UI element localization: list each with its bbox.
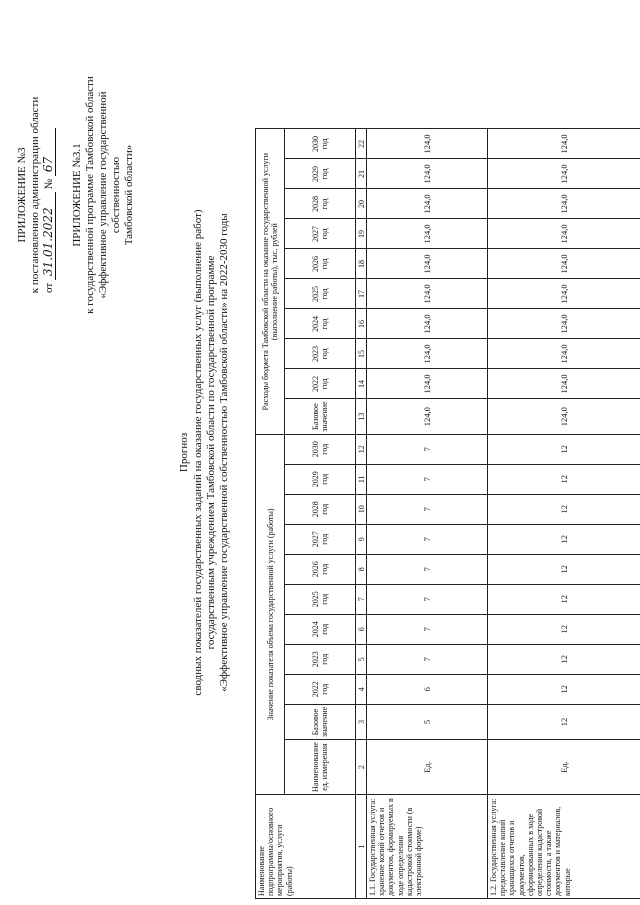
- header-budget-year: 2026 год: [285, 249, 356, 279]
- header-year: 2027 год: [285, 524, 356, 554]
- header-budget-group: Расходы бюджета Тамбовской области на оказание государственной услуги (выполнение работы), тыс. рублей: [256, 129, 285, 434]
- row-volume-value: 7: [367, 614, 488, 644]
- forecast-table: [255, 128, 640, 899]
- row-budget-value: 124,0: [367, 219, 488, 249]
- header-budget-year: 2029 год: [285, 159, 356, 189]
- row-budget-value: 124,0: [488, 369, 640, 399]
- column-number: 16: [356, 309, 367, 339]
- header-year: 2026 год: [285, 554, 356, 584]
- number-label: №: [43, 178, 55, 190]
- row-budget-value: 124,0: [367, 129, 488, 159]
- column-number: 12: [356, 434, 367, 464]
- handwritten-number: 67: [42, 128, 56, 176]
- row-budget-value: 124,0: [367, 369, 488, 399]
- row-budget-value: 124,0: [367, 189, 488, 219]
- table-header-row-1: [256, 129, 285, 899]
- row-budget-value: 124,0: [488, 159, 640, 189]
- column-number: 10: [356, 494, 367, 524]
- header-unit: Наименование ед. измерения: [285, 740, 356, 795]
- row-volume-value: 7: [367, 584, 488, 614]
- header-volume-group: Значение показателя объема государственной услуги (работы): [256, 434, 285, 794]
- heading-line4: «Эффективное управление государственной собственностью Тамбовской области» на 2022-2030 годы: [218, 213, 230, 692]
- row-budget-value: 124,0: [488, 249, 640, 279]
- row-budget-base: 124,0: [367, 399, 488, 434]
- column-number: 17: [356, 279, 367, 309]
- row-volume-value: 7: [367, 644, 488, 674]
- row-volume-value: 6: [367, 674, 488, 704]
- row-base-value: 12: [488, 704, 640, 739]
- row-budget-value: 124,0: [488, 309, 640, 339]
- column-number: 7: [356, 584, 367, 614]
- appendix2-line1: к государственной программе Тамбовской области: [84, 76, 96, 314]
- column-number: 21: [356, 159, 367, 189]
- row-unit: Ед.: [367, 740, 488, 795]
- row-budget-value: 124,0: [488, 189, 640, 219]
- column-number: 2: [356, 740, 367, 795]
- heading-line3: государственным учреждением Тамбовской области по государственной программе: [205, 255, 217, 650]
- header-budget-year: 2027 год: [285, 219, 356, 249]
- column-number: 14: [356, 369, 367, 399]
- row-base-value: 5: [367, 704, 488, 739]
- header-year: 2029 год: [285, 464, 356, 494]
- column-number: 19: [356, 219, 367, 249]
- header-year: 2025 год: [285, 584, 356, 614]
- row-budget-value: 124,0: [488, 219, 640, 249]
- appendix2-line3: собственностью: [110, 156, 122, 234]
- header-budget-year: 2024 год: [285, 309, 356, 339]
- row-volume-value: 12: [488, 494, 640, 524]
- row-budget-value: 124,0: [488, 339, 640, 369]
- row-volume-value: 12: [488, 644, 640, 674]
- row-service-name: 1.2. Государственная услуга: предоставление копий хранящихся отчетов и документов, сформированных в ходе определения кадастровой стоимости, а также документов и материалов, которые: [488, 795, 640, 899]
- row-budget-value: 124,0: [367, 309, 488, 339]
- header-budget-base: Базовое значение: [285, 399, 356, 434]
- row-budget-value: 124,0: [367, 249, 488, 279]
- header-year: 2028 год: [285, 494, 356, 524]
- header-name: Наименование подпрограммы/основного мероприятия, услуги (работы): [256, 795, 356, 899]
- column-number: 20: [356, 189, 367, 219]
- row-budget-base: 124,0: [488, 399, 640, 434]
- row-volume-value: 7: [367, 554, 488, 584]
- row-volume-value: 12: [488, 674, 640, 704]
- header-budget-year: 2023 год: [285, 339, 356, 369]
- row-service-name: 1.1. Государственная услуга: хранение копий отчетов и документов, формируемых в ходе определения кадастровой стоимости (в электронной форме): [367, 795, 488, 899]
- heading-line2: сводных показателей государственных заданий на оказание государственных услуг (выполнение работ): [192, 209, 204, 696]
- table-row: [367, 129, 488, 899]
- row-volume-value: 12: [488, 554, 640, 584]
- appendix2-line4: Тамбовской области»: [123, 144, 135, 246]
- column-number: 3: [356, 704, 367, 739]
- column-number: 15: [356, 339, 367, 369]
- header-base: Базовое значение: [285, 704, 356, 739]
- row-volume-value: 12: [488, 614, 640, 644]
- column-number: 6: [356, 614, 367, 644]
- row-volume-value: 12: [488, 584, 640, 614]
- appendix-date-line: [42, 33, 56, 293]
- appendix-decree-line: к постановлению администрации области: [29, 96, 41, 294]
- row-budget-value: 124,0: [367, 159, 488, 189]
- column-number: 18: [356, 249, 367, 279]
- row-budget-value: 124,0: [488, 129, 640, 159]
- row-budget-value: 124,0: [488, 279, 640, 309]
- column-number: 8: [356, 554, 367, 584]
- header-budget-year: 2028 год: [285, 189, 356, 219]
- column-number: 11: [356, 464, 367, 494]
- column-number: 1: [356, 795, 367, 899]
- column-number-row: [356, 129, 367, 899]
- row-budget-value: 124,0: [367, 279, 488, 309]
- header-budget-year: 2025 год: [285, 279, 356, 309]
- row-volume-value: 7: [367, 524, 488, 554]
- heading-title: Прогноз: [178, 432, 190, 473]
- row-volume-value: 7: [367, 434, 488, 464]
- table-header-row-2: [285, 129, 356, 899]
- column-number: 22: [356, 129, 367, 159]
- row-volume-value: 12: [488, 524, 640, 554]
- from-label: от: [43, 282, 55, 293]
- header-budget-year: 2022 год: [285, 369, 356, 399]
- row-volume-value: 7: [367, 494, 488, 524]
- header-year: 2030 год: [285, 434, 356, 464]
- appendix2-title: ПРИЛОЖЕНИЕ №3.1: [71, 143, 83, 247]
- column-number: 9: [356, 524, 367, 554]
- row-volume-value: 7: [367, 464, 488, 494]
- row-volume-value: 12: [488, 434, 640, 464]
- header-budget-year: 2030 год: [285, 129, 356, 159]
- header-year: 2022 год: [285, 674, 356, 704]
- row-volume-value: 12: [488, 464, 640, 494]
- column-number: 13: [356, 399, 367, 434]
- appendix2-line2: «Эффективное управление государственной: [97, 91, 109, 299]
- appendix-title: ПРИЛОЖЕНИЕ №3: [16, 147, 28, 243]
- header-year: 2023 год: [285, 644, 356, 674]
- table-row: [488, 129, 640, 899]
- column-number: 4: [356, 674, 367, 704]
- handwritten-date: 31.01.2022: [42, 192, 56, 280]
- row-budget-value: 124,0: [367, 339, 488, 369]
- column-number: 5: [356, 644, 367, 674]
- header-year: 2024 год: [285, 614, 356, 644]
- row-unit: Ед.: [488, 740, 640, 795]
